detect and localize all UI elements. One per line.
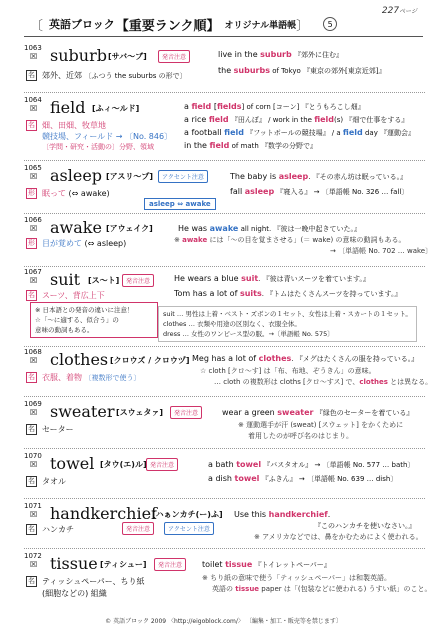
entry-number: 1066 bbox=[24, 216, 42, 224]
example-sentence: the suburbs of Tokyo 『東京の郊外[東京近郊]』 bbox=[218, 66, 386, 75]
checkbox-icon[interactable]: ☒ bbox=[30, 224, 38, 233]
entry-word: suit bbox=[50, 270, 81, 289]
entry-separator bbox=[24, 92, 425, 93]
header-open-bracket: 〔 bbox=[30, 18, 44, 34]
example-sentence: a dish towel 『ふきん』 → 〔単語帳 No. 639 … dish〕 bbox=[208, 474, 398, 483]
entry-word: towel bbox=[50, 454, 95, 473]
header-rule bbox=[24, 36, 423, 37]
pos-noun-icon: 名 bbox=[28, 577, 35, 585]
entry-pronunciation: [ティシュー] bbox=[100, 560, 147, 569]
entry-word: asleep bbox=[50, 166, 103, 185]
entry-suburb bbox=[24, 44, 425, 92]
example-sentence: He was awake all night. 『彼は一晩中起きていた。』 bbox=[178, 224, 361, 233]
entry-number: 1067 bbox=[24, 268, 42, 276]
entry-separator bbox=[24, 548, 425, 549]
entry-asleep bbox=[24, 164, 425, 212]
checkbox-icon[interactable]: ☒ bbox=[30, 52, 38, 61]
entry-handkerchief bbox=[24, 502, 425, 550]
usage-note: ※ アメリカなどでは、鼻をかむためによく使われる。 bbox=[254, 533, 423, 541]
pos-adjective-icon: 形 bbox=[28, 239, 35, 247]
entry-meaning: 衣服、着物 〔複数形で使う〕 bbox=[42, 373, 141, 382]
comparison-line: clothes … 衣類や用途の区別なく、衣服全体。 bbox=[163, 320, 301, 328]
usage-note: 意味の動詞もある。 bbox=[35, 326, 94, 334]
entry-pronunciation: [タウ(エ)ル] bbox=[100, 460, 147, 469]
entry-number: 1070 bbox=[24, 452, 42, 460]
entry-tissue bbox=[24, 552, 432, 614]
copyright-footer: © 英語ブロック 2009 〈http://eigoblock.com/〉 〔編集・加工・販売等を禁じます〕 bbox=[105, 618, 342, 625]
pronunciation-note-tag: 発音注意 bbox=[122, 274, 154, 287]
entry-meaning: スーツ、背広上下 bbox=[42, 291, 105, 300]
pos-noun-icon: 名 bbox=[28, 425, 35, 433]
example-sentence: live in the suburb 『郊外に住む』 bbox=[218, 50, 343, 59]
entry-meaning: 〔学問・研究・活動の〕分野、領域 bbox=[42, 143, 154, 151]
entry-meaning: 畑、田畑、牧草地 bbox=[42, 121, 106, 130]
pronunciation-note-tag: 発音注意 bbox=[158, 50, 190, 63]
pronunciation-note-tag: 発音注意 bbox=[154, 558, 186, 571]
entry-meaning: 郊外、近郊 〔ふつう the suburbs の形で〕 bbox=[42, 71, 187, 80]
example-sentence: fall asleep 『寝入る』 → 〔単語帳 No. 326 … fall〕 bbox=[230, 187, 409, 196]
entry-word: handkerchief bbox=[50, 504, 157, 523]
entry-word: sweater bbox=[50, 402, 115, 421]
checkbox-icon[interactable]: ☒ bbox=[30, 276, 38, 285]
example-sentence: a rice field 『田んぼ』 / work in the field(s) 『畑で仕事をする』 bbox=[184, 115, 409, 124]
header-title-rank: 【重要ランク順】 bbox=[115, 18, 220, 34]
example-sentence: toilet tissue 『トイレットペーパー』 bbox=[202, 560, 331, 569]
checkbox-icon[interactable]: ☒ bbox=[30, 510, 38, 519]
entry-field bbox=[24, 96, 425, 158]
cross-reference: → 〔単語帳 No. 702 … wake〕 bbox=[330, 247, 433, 255]
usage-note: ☆「〜に適する、似合う」の bbox=[35, 316, 119, 324]
entry-pronunciation: [アウェイク] bbox=[106, 224, 153, 233]
entry-number: 1064 bbox=[24, 96, 42, 104]
pos-adjective-icon: 形 bbox=[28, 189, 35, 197]
checkbox-icon[interactable]: ☒ bbox=[30, 560, 38, 569]
page-number: 227ページ bbox=[381, 6, 417, 16]
entry-word: field bbox=[50, 98, 86, 117]
checkbox-icon[interactable]: ☒ bbox=[30, 172, 38, 181]
pronunciation-note-tag: 発音注意 bbox=[146, 458, 178, 471]
antonym-box: asleep ⇔ awake bbox=[144, 198, 216, 210]
example-sentence: in the field of math 『数学の分野で』 bbox=[184, 141, 318, 150]
entry-word: clothes bbox=[50, 350, 109, 369]
entry-awake bbox=[24, 216, 433, 264]
example-sentence: a bath towel 『バスタオル』 → 〔単語帳 No. 577 … bath〕 bbox=[208, 460, 415, 469]
example-sentence: Tom has a lot of suits. 『トムはたくさんスーツを持っています。』 bbox=[174, 289, 402, 298]
example-sentence: Use this handkerchief. bbox=[234, 510, 331, 519]
example-sentence: He wears a blue suit. 『彼は青いスーツを着ています。』 bbox=[174, 274, 370, 283]
header-title-book: オリジナル単語帳 bbox=[224, 20, 297, 31]
entry-sweater bbox=[24, 400, 425, 450]
entry-towel bbox=[24, 452, 425, 500]
comparison-line: suit … 男性は上着・ベスト・ズボンの１セット、女性は上着・スカートの１セット。 bbox=[163, 310, 412, 318]
page-header bbox=[30, 13, 337, 35]
usage-note: ※ 運動選手が汗 (sweat) [スウェット] をかくために bbox=[238, 421, 404, 429]
entry-pronunciation: [ス〜ト] bbox=[88, 276, 120, 285]
usage-note: … cloth の複数形は cloths [クロ〜すス] で、clothes とは異なる。 bbox=[214, 378, 433, 386]
accent-note-tag: アクセント注意 bbox=[158, 170, 208, 183]
pronunciation-note-tag: 発音注意 bbox=[170, 406, 202, 419]
entry-pronunciation: [サバ〜ブ] bbox=[108, 52, 147, 61]
entry-separator bbox=[24, 266, 425, 267]
usage-note: ※ 日本語との発音の違いに注意！ bbox=[35, 306, 134, 314]
suit-note-box bbox=[30, 302, 158, 338]
entry-separator bbox=[24, 346, 425, 347]
comparison-line: dress … 女性のワンピース型の服。→〔単語帳 No. 575〕 bbox=[163, 330, 334, 338]
entry-pronunciation: [ふィ〜ルド] bbox=[92, 104, 140, 113]
usage-note: ☆ cloth [クロ〜す] は「布、布地、ぞうきん」の意味。 bbox=[200, 367, 376, 375]
entry-clothes bbox=[24, 348, 433, 398]
usage-note: 英語の tissue paper は「(包装などに使われる) うすい紙」のこと。 bbox=[212, 585, 432, 593]
entry-pronunciation: [スウェタァ] bbox=[116, 408, 163, 417]
pos-noun-icon: 名 bbox=[28, 121, 35, 129]
entry-number: 1068 bbox=[24, 348, 42, 356]
entry-suit bbox=[24, 268, 425, 346]
entry-meaning: タオル bbox=[42, 477, 66, 486]
entry-separator bbox=[24, 160, 425, 161]
header-title-brand: 英語ブロック bbox=[49, 18, 115, 31]
entry-meaning: 眠って (⇔ awake) bbox=[42, 189, 110, 198]
pos-noun-icon: 名 bbox=[28, 291, 35, 299]
entry-word: tissue bbox=[50, 554, 98, 573]
accent-note-tag: アクセント注意 bbox=[164, 522, 214, 535]
entry-meaning: 競技場、フィールド → 〔No. 846〕 bbox=[42, 132, 173, 141]
entry-meaning: セーター bbox=[42, 425, 74, 434]
entry-number: 1072 bbox=[24, 552, 42, 560]
pos-noun-icon: 名 bbox=[28, 71, 35, 79]
header-level-badge: 5 bbox=[323, 17, 337, 31]
example-sentence: a football field 『フットボールの競技場』 / a field day 『運動会』 bbox=[184, 128, 416, 137]
header-close-bracket: 〕 bbox=[296, 18, 310, 34]
entry-pronunciation: [クロウズ / クロウヅ] bbox=[110, 356, 190, 365]
entry-word: awake bbox=[50, 218, 102, 237]
example-sentence: wear a green sweater 『緑色のセーターを着ている』 bbox=[222, 408, 414, 417]
checkbox-icon[interactable]: ☒ bbox=[30, 104, 38, 113]
pos-noun-icon: 名 bbox=[28, 525, 35, 533]
entry-separator bbox=[24, 213, 425, 214]
example-sentence: Meg has a lot of clothes. 『メグはたくさんの服を持っている。』 bbox=[192, 354, 419, 363]
example-sentence: The baby is asleep. 『その赤ん坊は眠っている。』 bbox=[230, 172, 408, 181]
entry-meaning: (細胞などの) 組織 bbox=[42, 589, 107, 598]
checkbox-icon[interactable]: ☒ bbox=[30, 356, 38, 365]
entry-number: 1071 bbox=[24, 502, 42, 510]
entry-number: 1069 bbox=[24, 400, 42, 408]
entry-number: 1063 bbox=[24, 44, 42, 52]
entry-pronunciation: [ハぁンカチ(ー)ふ] bbox=[152, 510, 223, 519]
example-sentence: a field [fields] of corn [コーン] 『とうもろこし畑』 bbox=[184, 102, 365, 111]
entry-pronunciation: [アスリ〜プ] bbox=[106, 172, 153, 181]
entry-separator bbox=[24, 448, 425, 449]
entry-separator bbox=[24, 498, 425, 499]
entry-meaning: 目が覚めて (⇔ asleep) bbox=[42, 239, 127, 248]
entry-word: suburb bbox=[50, 46, 107, 65]
usage-note: ※ awake には「〜の目を覚まさせる」(＝ wake) の意味の動詞もある。 bbox=[174, 236, 406, 244]
checkbox-icon[interactable]: ☒ bbox=[30, 460, 38, 469]
pos-noun-icon: 名 bbox=[28, 373, 35, 381]
example-translation: 『このハンカチを使いなさい。』 bbox=[314, 522, 416, 530]
entry-number: 1065 bbox=[24, 164, 42, 172]
checkbox-icon[interactable]: ☒ bbox=[30, 408, 38, 417]
entry-separator bbox=[24, 396, 425, 397]
comparison-box bbox=[158, 306, 417, 342]
entry-meaning: ティッシュペーパー、ちり紙 bbox=[42, 577, 145, 586]
pos-noun-icon: 名 bbox=[28, 477, 35, 485]
usage-note: ※ ちり紙の意味で使う「ティッシュペーパー」は和製英語。 bbox=[202, 574, 392, 582]
pronunciation-note-tag: 発音注意 bbox=[122, 522, 154, 535]
entry-meaning: ハンカチ bbox=[42, 525, 74, 534]
usage-note: 着用したのが呼び名のはじまり。 bbox=[248, 432, 353, 440]
